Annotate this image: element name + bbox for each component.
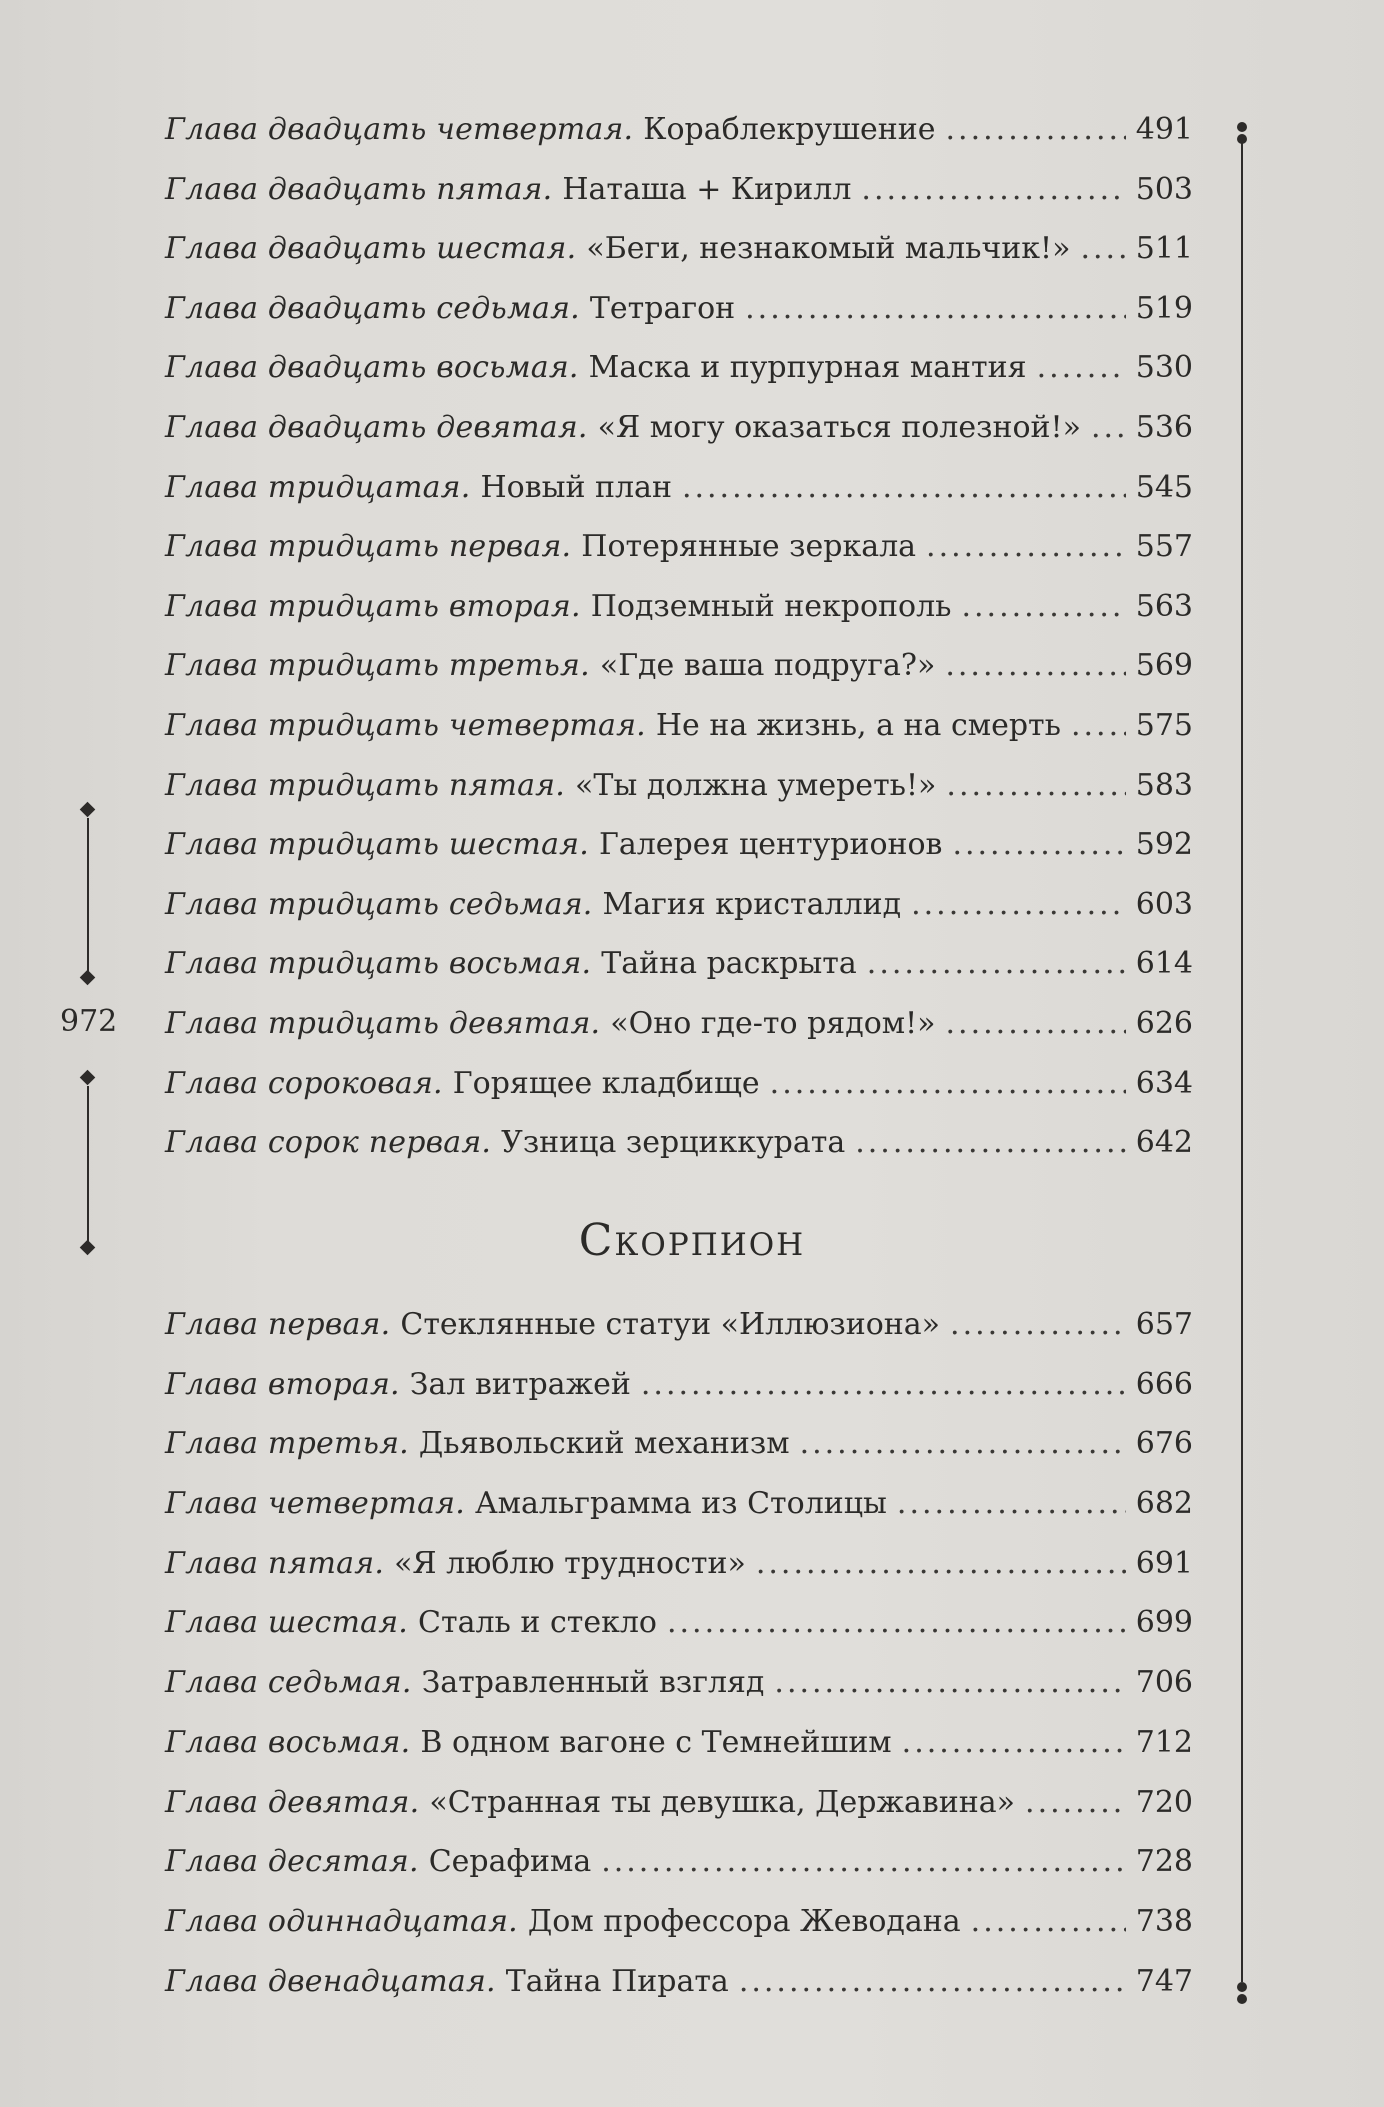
chapter-number: Глава двенадцатая. [165,1963,496,1999]
chapter-title: Затравленный взгляд [421,1665,765,1701]
left-ornament-rule-top [87,818,89,972]
chapter-number: Глава тридцать пятая. [165,767,565,803]
dot-leader [1071,696,1126,756]
right-margin-rule [1241,142,1243,1982]
toc-entry [165,219,1193,279]
chapter-title: «Где ваша подруга?» [599,648,936,684]
chapter-number: Глава двадцать седьмая. [165,290,580,326]
chapter-title: «Странная ты девушка, Державина» [429,1784,1016,1820]
chapter-page-number: 557 [1135,529,1193,565]
chapter-number: Глава тридцать вторая. [165,588,581,624]
top-ornament-dot [1237,122,1247,132]
chapter-page-number: 583 [1135,767,1193,803]
dot-leader [770,1054,1126,1114]
chapter-page-number: 511 [1135,231,1193,267]
chapter-title: Новый план [480,469,672,505]
chapter-page-number: 575 [1135,707,1193,743]
chapter-number: Глава тридцать седьмая. [165,886,593,922]
toc-entry [165,1593,1193,1653]
chapter-title: Тайна раскрыта [601,946,857,982]
chapter-number: Глава двадцать девятая. [165,409,588,445]
toc-entry [165,1295,1193,1355]
chapter-page-number: 536 [1135,409,1193,445]
bottom-ornament-dot-2 [1237,1994,1247,2004]
chapter-title: «Я могу оказаться полезной!» [597,409,1081,445]
toc-entry [165,517,1193,577]
left-ornament-diamond [80,802,96,818]
toc-entry [165,934,1193,994]
chapter-page-number: 491 [1135,112,1193,147]
table-of-contents-part2 [165,1295,1193,2011]
chapter-page-number: 642 [1135,1125,1193,1161]
dot-leader [946,100,1126,160]
chapter-page-number: 699 [1135,1605,1193,1641]
chapter-number: Глава десятая. [165,1844,419,1880]
left-ornament-diamond [80,970,96,986]
chapter-number: Глава двадцать четвертая. [165,112,634,147]
chapter-title: Маска и пурпурная мантия [588,350,1027,386]
dot-leader [950,1295,1126,1355]
chapter-number: Глава сороковая. [165,1065,443,1101]
toc-entry [165,756,1193,816]
dot-leader [667,1593,1126,1653]
chapter-title: Потерянные зеркала [581,529,917,565]
toc-entry [165,1713,1193,1773]
chapter-page-number: 747 [1135,1963,1193,1999]
dot-leader [971,1892,1126,1952]
chapter-title: Наташа + Кирилл [562,171,852,207]
toc-entry [165,815,1193,875]
dot-leader [897,1474,1126,1534]
dot-leader [946,994,1126,1054]
chapter-number: Глава тридцать шестая. [165,827,589,863]
chapter-number: Глава тридцать девятая. [165,1005,601,1041]
toc-entry [165,636,1193,696]
chapter-page-number: 530 [1135,350,1193,386]
chapter-title: Кораблекрушение [643,112,936,147]
dot-leader [867,934,1126,994]
toc-entry [165,1474,1193,1534]
dot-leader [961,577,1125,637]
chapter-number: Глава седьмая. [165,1665,412,1701]
chapter-title: Дом профессора Жеводана [527,1903,961,1939]
chapter-page-number: 603 [1135,886,1193,922]
chapter-number: Глава вторая. [165,1366,400,1402]
chapter-number: Глава двадцать восьмая. [165,350,579,386]
chapter-page-number: 738 [1135,1903,1193,1939]
chapter-number: Глава одиннадцатая. [165,1903,518,1939]
dot-leader [926,517,1126,577]
dot-leader [946,756,1125,816]
toc-entry [165,398,1193,458]
left-ornament-diamond [80,1070,96,1086]
chapter-page-number: 545 [1135,469,1193,505]
dot-leader [855,1113,1126,1173]
chapter-title: Узница зерциккурата [501,1125,846,1161]
dot-leader [774,1653,1125,1713]
chapter-number: Глава сорок первая. [165,1125,492,1161]
dot-leader [1037,338,1126,398]
chapter-number: Глава пятая. [165,1545,385,1581]
toc-entry [165,1355,1193,1415]
chapter-title: Амальграмма из Столицы [474,1486,887,1522]
chapter-title: «Беги, незнакомый мальчик!» [586,231,1071,267]
chapter-page-number: 519 [1135,290,1193,326]
chapter-title: Сталь и стекло [418,1605,657,1641]
toc-entry [165,994,1193,1054]
chapter-page-number: 706 [1135,1665,1193,1701]
dot-leader [1080,219,1125,279]
toc-entry [165,1892,1193,1952]
chapter-title: «Я люблю трудности» [394,1545,746,1581]
chapter-number: Глава тридцать третья. [165,648,590,684]
chapter-title: «Оно где-то рядом!» [610,1005,936,1041]
dot-leader [641,1355,1126,1415]
chapter-page-number: 657 [1135,1307,1193,1342]
toc-entry [165,458,1193,518]
toc-entry [165,338,1193,398]
chapter-number: Глава третья. [165,1426,409,1462]
chapter-title: Стеклянные статуи «Иллюзиона» [400,1307,941,1342]
chapter-number: Глава четвертая. [165,1486,465,1522]
chapter-number: Глава девятая. [165,1784,420,1820]
chapter-title: Подземный некрополь [590,588,952,624]
dot-leader [682,458,1126,518]
dot-leader [756,1534,1126,1594]
chapter-title: Тетрагон [589,290,736,326]
dot-leader [1091,398,1126,458]
chapter-title: Магия кристаллид [602,886,902,922]
chapter-title: Горящее кладбище [452,1065,760,1101]
dot-leader [902,1713,1126,1773]
dot-leader [800,1414,1126,1474]
toc-entry [165,100,1193,160]
chapter-number: Глава восьмая. [165,1724,411,1760]
toc-entry [165,577,1193,637]
dot-leader [745,279,1126,339]
chapter-title: Тайна Пирата [505,1963,729,1999]
toc-entry [165,160,1193,220]
chapter-title: Зал витражей [409,1366,631,1402]
toc-entry [165,1952,1193,2012]
bottom-ornament-dot [1237,1982,1247,1992]
chapter-page-number: 614 [1135,946,1193,982]
chapter-number: Глава двадцать пятая. [165,171,553,207]
chapter-number: Глава первая. [165,1307,391,1342]
toc-entry [165,875,1193,935]
toc-entry [165,1414,1193,1474]
table-of-contents-part1 [165,100,1193,1173]
chapter-page-number: 691 [1135,1545,1193,1581]
chapter-page-number: 503 [1135,171,1193,207]
dot-leader [1025,1773,1126,1833]
dot-leader [601,1832,1126,1892]
dot-leader [911,875,1126,935]
chapter-page-number: 728 [1135,1844,1193,1880]
toc-entry [165,279,1193,339]
toc-entry [165,1113,1193,1173]
chapter-page-number: 666 [1135,1366,1193,1402]
chapter-page-number: 682 [1135,1486,1193,1522]
chapter-title: В одном вагоне с Темнейшим [420,1724,892,1760]
chapter-number: Глава двадцать шестая. [165,231,577,267]
chapter-page-number: 626 [1135,1005,1193,1041]
toc-entry [165,1534,1193,1594]
chapter-page-number: 592 [1135,827,1193,863]
chapter-number: Глава тридцать первая. [165,529,572,565]
chapter-page-number: 634 [1135,1065,1193,1101]
dot-leader [861,160,1125,220]
chapter-number: Глава тридцать восьмая. [165,946,592,982]
chapter-page-number: 676 [1135,1426,1193,1462]
chapter-title: Серафима [428,1844,592,1880]
dot-leader [945,636,1125,696]
chapter-page-number: 569 [1135,648,1193,684]
chapter-page-number: 712 [1135,1724,1193,1760]
chapter-title: Дьявольский механизм [418,1426,790,1462]
toc-entry [165,1653,1193,1713]
chapter-number: Глава тридцатая. [165,469,471,505]
chapter-title: Не на жизнь, а на смерть [655,707,1061,743]
chapter-page-number: 563 [1135,588,1193,624]
section-title: Скорпион [578,1215,806,1266]
chapter-title: «Ты должна умереть!» [574,767,937,803]
toc-entry [165,1832,1193,1892]
page-number: 972 [60,1004,118,1039]
dot-leader [952,815,1125,875]
chapter-number: Глава тридцать четвертая. [165,707,646,743]
chapter-page-number: 720 [1135,1784,1193,1820]
toc-entry [165,696,1193,756]
chapter-title: Галерея центурионов [598,827,943,863]
dot-leader [739,1952,1126,2012]
toc-entry [165,1773,1193,1833]
toc-entry [165,1054,1193,1114]
chapter-number: Глава шестая. [165,1605,409,1641]
